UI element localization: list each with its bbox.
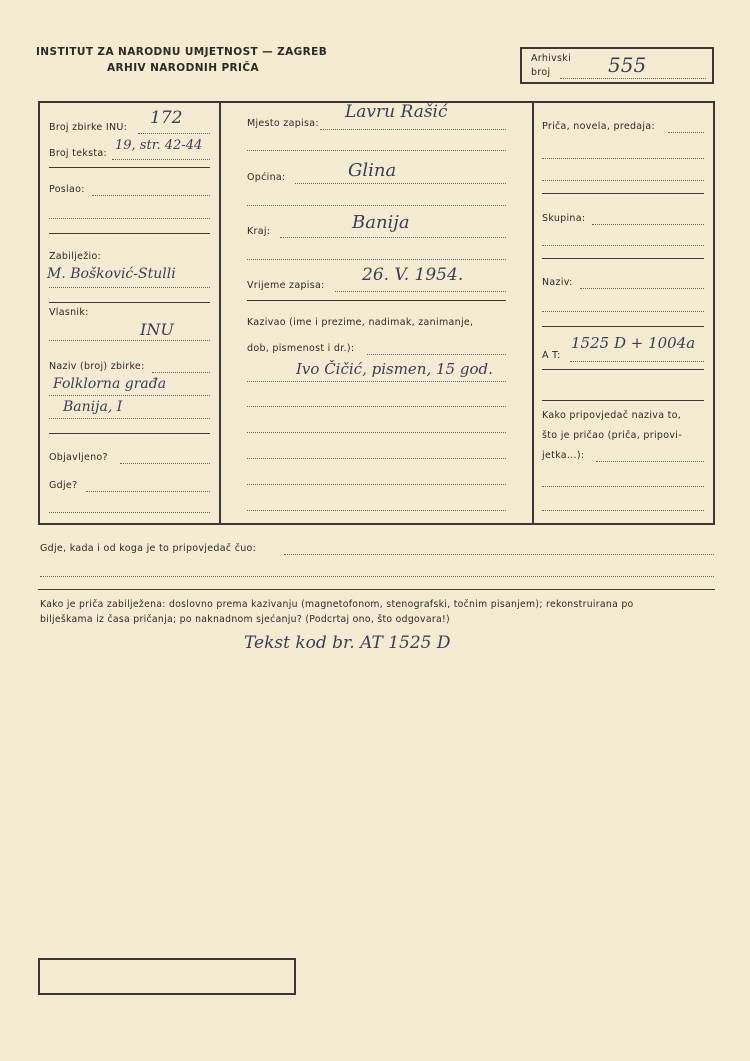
- place-label: Mjesto zapisa:: [247, 118, 319, 129]
- narrator-term-label-3: jetka...):: [542, 450, 585, 461]
- collection-number-label: Broj zbirke INU:: [49, 122, 128, 133]
- story-type-label: Priča, novela, predaja:: [542, 121, 655, 132]
- narrator-term-label-1: Kako pripovjedač naziva to,: [542, 410, 682, 421]
- archive-number-value: 555: [608, 53, 647, 77]
- handwritten-note: Tekst kod br. AT 1525 D: [244, 633, 451, 653]
- narrator-label-2: dob, pismenost i dr.):: [247, 343, 355, 354]
- institute-title: INSTITUT ZA NARODNU UMJETNOST — ZAGREB: [36, 46, 328, 58]
- narrator-value: Ivo Čičić, pismen, 15 god.: [296, 360, 493, 378]
- at-value: 1525 D + 1004a: [571, 334, 696, 352]
- date-value: 26. V. 1954.: [362, 265, 464, 285]
- narrator-label-1: Kazivao (ime i prezime, nadimak, zanimanje,: [247, 317, 474, 328]
- collection-name-value-2: Banija, I: [63, 399, 123, 415]
- municipality-label: Općina:: [247, 172, 286, 183]
- collection-name-label: Naziv (broj) zbirke:: [49, 361, 145, 372]
- where-label: Gdje?: [49, 480, 78, 491]
- owner-label: Vlasnik:: [49, 307, 89, 318]
- column-divider-left: [219, 101, 221, 525]
- text-number-value: 19, str. 42-44: [115, 138, 203, 153]
- collection-name-value-1: Folklorna građa: [53, 376, 167, 392]
- collection-number-value: 172: [150, 108, 183, 128]
- heard-from-label: Gdje, kada i od koga je to pripovjedač čuo:: [40, 543, 257, 554]
- region-label: Kraj:: [247, 226, 271, 237]
- archive-number-label-2: broj: [531, 67, 551, 78]
- municipality-value: Glina: [348, 160, 397, 181]
- region-value: Banija: [352, 212, 410, 233]
- at-label: A T:: [542, 350, 561, 361]
- recording-method-line-1: Kako je priča zabilježena: doslovno prema kazivanju (magnetofonom, stenografski, točnim pisanjem); rekonstruirana po: [40, 599, 634, 610]
- owner-value: INU: [140, 320, 174, 339]
- archive-title: ARHIV NARODNIH PRIČA: [107, 62, 259, 74]
- date-label: Vrijeme zapisa:: [247, 280, 325, 291]
- column-divider-right: [532, 101, 534, 525]
- recorded-by-label: Zabilježio:: [49, 251, 102, 262]
- place-value: Lavru Rašić: [345, 102, 448, 122]
- recorded-by-value: M. Bošković-Stulli: [47, 266, 176, 282]
- narrator-term-label-2: što je pričao (priča, pripovi-: [542, 430, 682, 441]
- archive-number-label-1: Arhivski: [531, 53, 572, 64]
- sent-by-label: Poslao:: [49, 184, 85, 195]
- published-label: Objavljeno?: [49, 452, 108, 463]
- text-number-label: Broj teksta:: [49, 148, 108, 159]
- title-label: Naziv:: [542, 277, 573, 288]
- bottom-stamp-box: [38, 958, 296, 995]
- recording-method-line-2: bilješkama iz časa pričanja; po naknadnom sjećanju? (Podcrtaj ono, što odgovara!): [40, 614, 450, 625]
- group-label: Skupina:: [542, 213, 586, 224]
